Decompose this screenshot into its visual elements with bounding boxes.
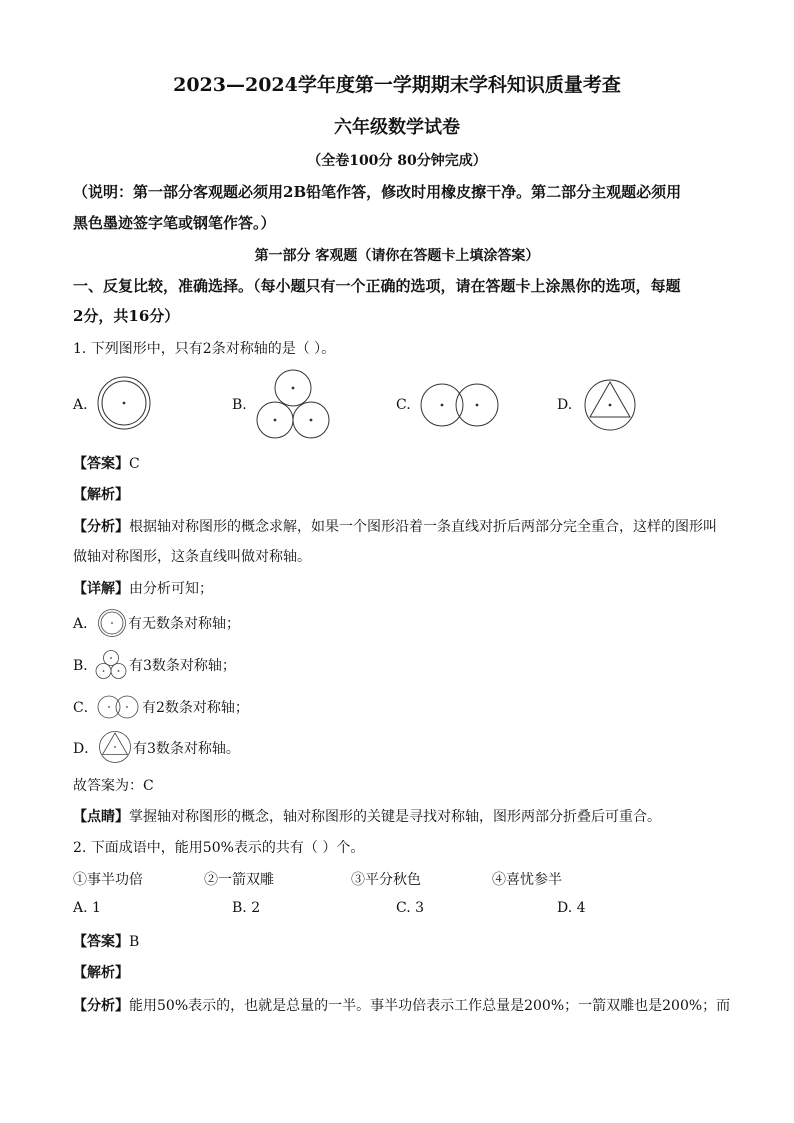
- q2-fenxi-tag: 【分析】: [73, 998, 129, 1014]
- q1-dianjing-text: 掌握轴对称图形的概念，轴对称图形的关键是寻找对称轴，图形两部分折叠后可重合。: [129, 809, 661, 825]
- triangle-in-circle-small-figure: [98, 730, 132, 764]
- q1-option-c-label: C.: [396, 397, 411, 413]
- q1-answer: C: [129, 456, 140, 472]
- q1-detail-a-text: 有无数条对称轴；: [128, 616, 240, 632]
- q2-option-c: C. 3: [396, 900, 425, 916]
- exam-title: 2023—2024学年度第一学期期末学科知识质量考查: [173, 74, 621, 96]
- q2-option-d: D. 4: [557, 900, 586, 916]
- q2-idiom-1: ①事半功倍: [73, 872, 143, 888]
- concentric-circles-figure: [97, 375, 155, 433]
- q2-option-a: A. 1: [73, 900, 101, 916]
- q1-analysis-tag: 【解析】: [73, 487, 129, 503]
- q1-detail-a-label: A．: [73, 616, 98, 632]
- q1-detail-b-text: 有3数条对称轴；: [129, 658, 236, 674]
- q2-analysis-tag: 【解析】: [73, 965, 129, 981]
- q2-idiom-3: ③平分秋色: [351, 872, 421, 888]
- section1-instruction-line1: 一、反复比较，准确选择。（每小题只有一个正确的选项，请在答题卡上涂黑你的选项，每题: [73, 277, 681, 295]
- exam-subtitle: 六年级数学试卷: [334, 117, 460, 138]
- concentric-circles-small-figure: [97, 608, 127, 638]
- q2-idiom-4: ④喜忧参半: [492, 872, 562, 888]
- three-circles-small-figure: [94, 649, 128, 681]
- q1-detail-d-label: D．: [73, 741, 99, 757]
- three-circles-figure: [252, 368, 338, 444]
- q1-detail-tag: 【详解】: [73, 581, 129, 597]
- q1-detail-intro: 由分析可知；: [129, 581, 213, 597]
- q1-dianjing-tag: 【点睛】: [73, 809, 129, 825]
- q2-answer-tag: 【答案】: [73, 934, 129, 950]
- q1-detail-c-label: C．: [73, 700, 98, 716]
- q1-fenxi-line2: 做轴对称图形，这条直线叫做对称轴。: [73, 549, 311, 565]
- instruction-note-line1: （说明：第一部分客观题必须用2B铅笔作答，修改时用橡皮擦干净。第二部分主观题必须用: [73, 183, 682, 201]
- part1-heading: 第一部分 客观题（请你在答题卡上填涂答案）: [254, 248, 540, 264]
- q1-detail-b-label: B．: [73, 658, 98, 674]
- q1-conclusion: 故答案为：C: [73, 778, 154, 794]
- q1-detail-d-text: 有3数条对称轴。: [133, 741, 240, 757]
- q2-option-b: B. 2: [232, 900, 261, 916]
- two-overlapping-circles-small-figure: [97, 694, 141, 720]
- q1-option-a-label: A.: [73, 397, 88, 413]
- q1-stem: 1. 下列图形中，只有2条对称轴的是（ ）。: [73, 341, 336, 357]
- q1-option-d-label: D.: [557, 397, 573, 413]
- q2-fenxi-line1: 能用50%表示的，也就是总量的一半。事半功倍表示工作总量是200%；一箭双雕也是200%；而: [129, 998, 731, 1014]
- instruction-note-line2: 黑色墨迹签字笔或钢笔作答。）: [73, 214, 276, 232]
- q1-fenxi-line1: 根据轴对称图形的概念求解，如果一个图形沿着一条直线对折后两部分完全重合，这样的图形叫: [129, 519, 717, 535]
- triangle-in-circle-figure: [583, 377, 639, 433]
- q2-stem: 2. 下面成语中，能用50%表示的共有（ ）个。: [73, 840, 365, 856]
- two-overlapping-circles-figure: [420, 381, 502, 429]
- q1-option-b-label: B.: [232, 397, 247, 413]
- q1-answer-tag: 【答案】: [73, 456, 129, 472]
- exam-info: （全卷100分 80分钟完成）: [307, 153, 487, 169]
- q2-answer: B: [129, 934, 140, 950]
- section1-instruction-line2: 2分，共16分）: [73, 307, 180, 325]
- q2-idiom-2: ②一箭双雕: [204, 872, 274, 888]
- q1-detail-c-text: 有2数条对称轴；: [142, 700, 249, 716]
- q1-fenxi-tag: 【分析】: [73, 519, 129, 535]
